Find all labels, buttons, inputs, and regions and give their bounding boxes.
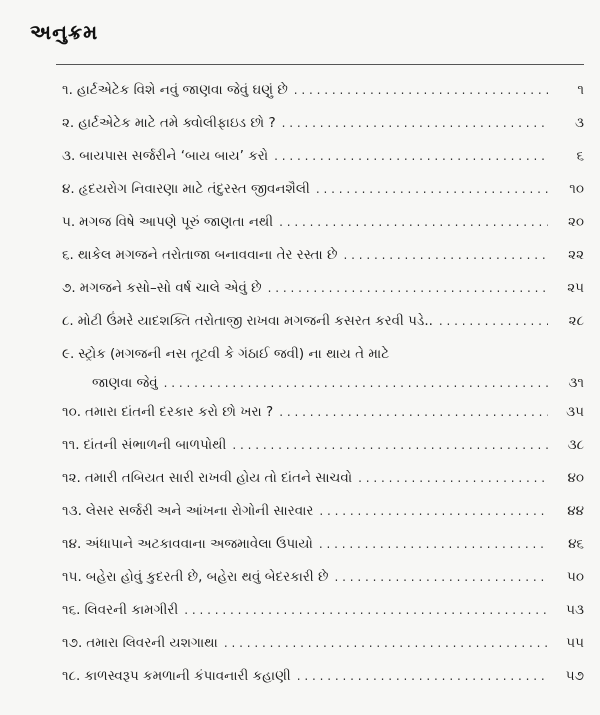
entry-number: ૮. (62, 313, 74, 329)
toc-entry (62, 464, 584, 497)
toc-entry (62, 76, 584, 109)
dot-leader (232, 431, 548, 460)
entry-title: તમારી તબિયત સારી રાખવી હોય તો દાંતને સાચવો (84, 470, 353, 486)
entry-title: મોટી ઉંમરે યાદશક્તિ તરોતાજી રાખવા મગજની કસરત કરવી પડે.. (77, 313, 433, 329)
entry-title: સ્ટ્રોક (મગજની નસ તૂટવી કે ગંઠાઈ જવી) ના થાય તે માટે (78, 346, 390, 362)
entry-title-continued: જાણવા જેવું (92, 375, 158, 391)
entry-title: લિવરની કામગીરી (84, 602, 179, 618)
entry-title: લેસર સર્જરી અને આંખના રોગોની સારવાર (85, 503, 314, 519)
entry-number: ૧. (62, 82, 73, 98)
entry-title: હાર્ટએટેક માટે તમે ક્વોલીફાઇડ છો ? (78, 115, 276, 131)
entry-title: દાંતની સંભાળની બાળપોથી (83, 437, 227, 453)
toc-entry (62, 629, 584, 662)
toc-entry (62, 497, 584, 530)
entry-page-number: ૨૦ (567, 214, 584, 230)
entry-number: ૧૦. (62, 404, 82, 420)
dot-leader (224, 629, 548, 658)
entry-page-number: ૪૦ (567, 470, 584, 486)
toc-entry (62, 340, 584, 398)
entry-title: તમારા લિવરની યશગાથા (86, 635, 218, 651)
dot-leader (343, 241, 548, 270)
entry-page-number: ૩૫ (566, 404, 584, 420)
entry-page-number: ૨૨ (568, 247, 584, 263)
entry-title: કાળસ્વરૂપ કમળાની કંપાવનારી કહાણી (84, 668, 291, 684)
entry-title: મગજને કસો–સો વર્ષ ચાલે એવું છે (79, 280, 262, 296)
dot-leader (279, 398, 548, 427)
entry-page-number: ૧ (577, 82, 584, 98)
dot-leader (297, 662, 548, 691)
entry-number: ૧૨. (62, 470, 81, 486)
page-title: અનુક્રમ (30, 20, 99, 44)
entry-page-number: ૩ (575, 115, 584, 131)
entry-number: ૧૬. (62, 602, 81, 618)
title-divider (56, 64, 584, 65)
toc-entry (62, 530, 584, 563)
toc-entry (62, 109, 584, 142)
dot-leader (316, 175, 548, 204)
dot-leader (164, 369, 548, 398)
entry-title: બાયપાસ સર્જરીને ‘બાય બાય’ કરો (79, 148, 269, 164)
dot-leader (439, 307, 548, 336)
dot-leader (319, 530, 548, 559)
entry-number: ૧૩. (62, 503, 82, 519)
entry-page-number: ૫૦ (567, 569, 584, 585)
entry-page-number: ૪૪ (567, 503, 584, 519)
entry-number: ૧૧. (62, 437, 80, 453)
entry-title: હાર્ટએટેક વિશે નવું જાણવા જેવું ઘણું છે (76, 82, 288, 98)
entry-number: ૧૫. (62, 569, 82, 585)
table-of-contents (62, 76, 584, 695)
dot-leader (319, 497, 548, 526)
dot-leader (268, 274, 548, 303)
dot-leader (282, 109, 548, 138)
toc-entry (62, 596, 584, 629)
dot-leader (294, 76, 548, 105)
toc-entry (62, 274, 584, 307)
entry-page-number: ૩૮ (567, 437, 584, 453)
toc-entry (62, 563, 584, 596)
toc-entry (62, 662, 584, 695)
entry-page-number: ૨૫ (567, 280, 584, 296)
entry-number: ૨. (62, 115, 75, 131)
entry-page-number: ૨૮ (568, 313, 584, 329)
entry-number: ૪. (62, 181, 75, 197)
entry-number: ૫. (62, 214, 76, 230)
entry-title: તમારા દાંતની દરકાર કરો છો ખરા ? (85, 404, 274, 420)
dot-leader (184, 596, 548, 625)
toc-entry (62, 142, 584, 175)
toc-entry (62, 175, 584, 208)
toc-entry (62, 398, 584, 431)
entry-page-number: ૫૩ (566, 602, 584, 618)
dot-leader (279, 208, 548, 237)
entry-number: ૧૭. (62, 635, 83, 651)
entry-title: હૃદયરોગ નિવારણા માટે તંદુરસ્ત જીવનશૈલી (78, 181, 310, 197)
toc-entry (62, 307, 584, 340)
entry-number: ૧૮. (62, 668, 81, 684)
toc-entry (62, 208, 584, 241)
entry-number: ૬. (62, 247, 74, 263)
entry-title: મગજ વિષે આપણે પૂરું જાણતા નથી (79, 214, 274, 230)
dot-leader (274, 142, 548, 171)
entry-number: ૯. (62, 346, 75, 362)
entry-page-number: ૧૦ (569, 181, 584, 197)
entry-title: થાકેલ મગજને તરોતાજા બનાવવાના તેર રસ્તા છે (77, 247, 338, 263)
entry-number: ૭. (62, 280, 76, 296)
entry-page-number: ૬ (576, 148, 584, 164)
entry-number: ૩. (62, 148, 76, 164)
dot-leader (358, 464, 548, 493)
entry-page-number: ૩૧ (568, 375, 584, 391)
toc-entry (62, 241, 584, 274)
entry-page-number: ૫૭ (565, 668, 584, 684)
entry-page-number: ૪૬ (568, 536, 584, 552)
entry-title: અંધાપાને અટકાવવાના અજમાવેલા ઉપાયો (85, 536, 313, 552)
entry-page-number: ૫૫ (566, 635, 584, 651)
dot-leader (335, 563, 549, 592)
entry-title: બહેરા હોવું કુદરતી છે, બહેરા થવું બેદરકારી છે (85, 569, 329, 585)
toc-entry (62, 431, 584, 464)
entry-number: ૧૪. (62, 536, 82, 552)
